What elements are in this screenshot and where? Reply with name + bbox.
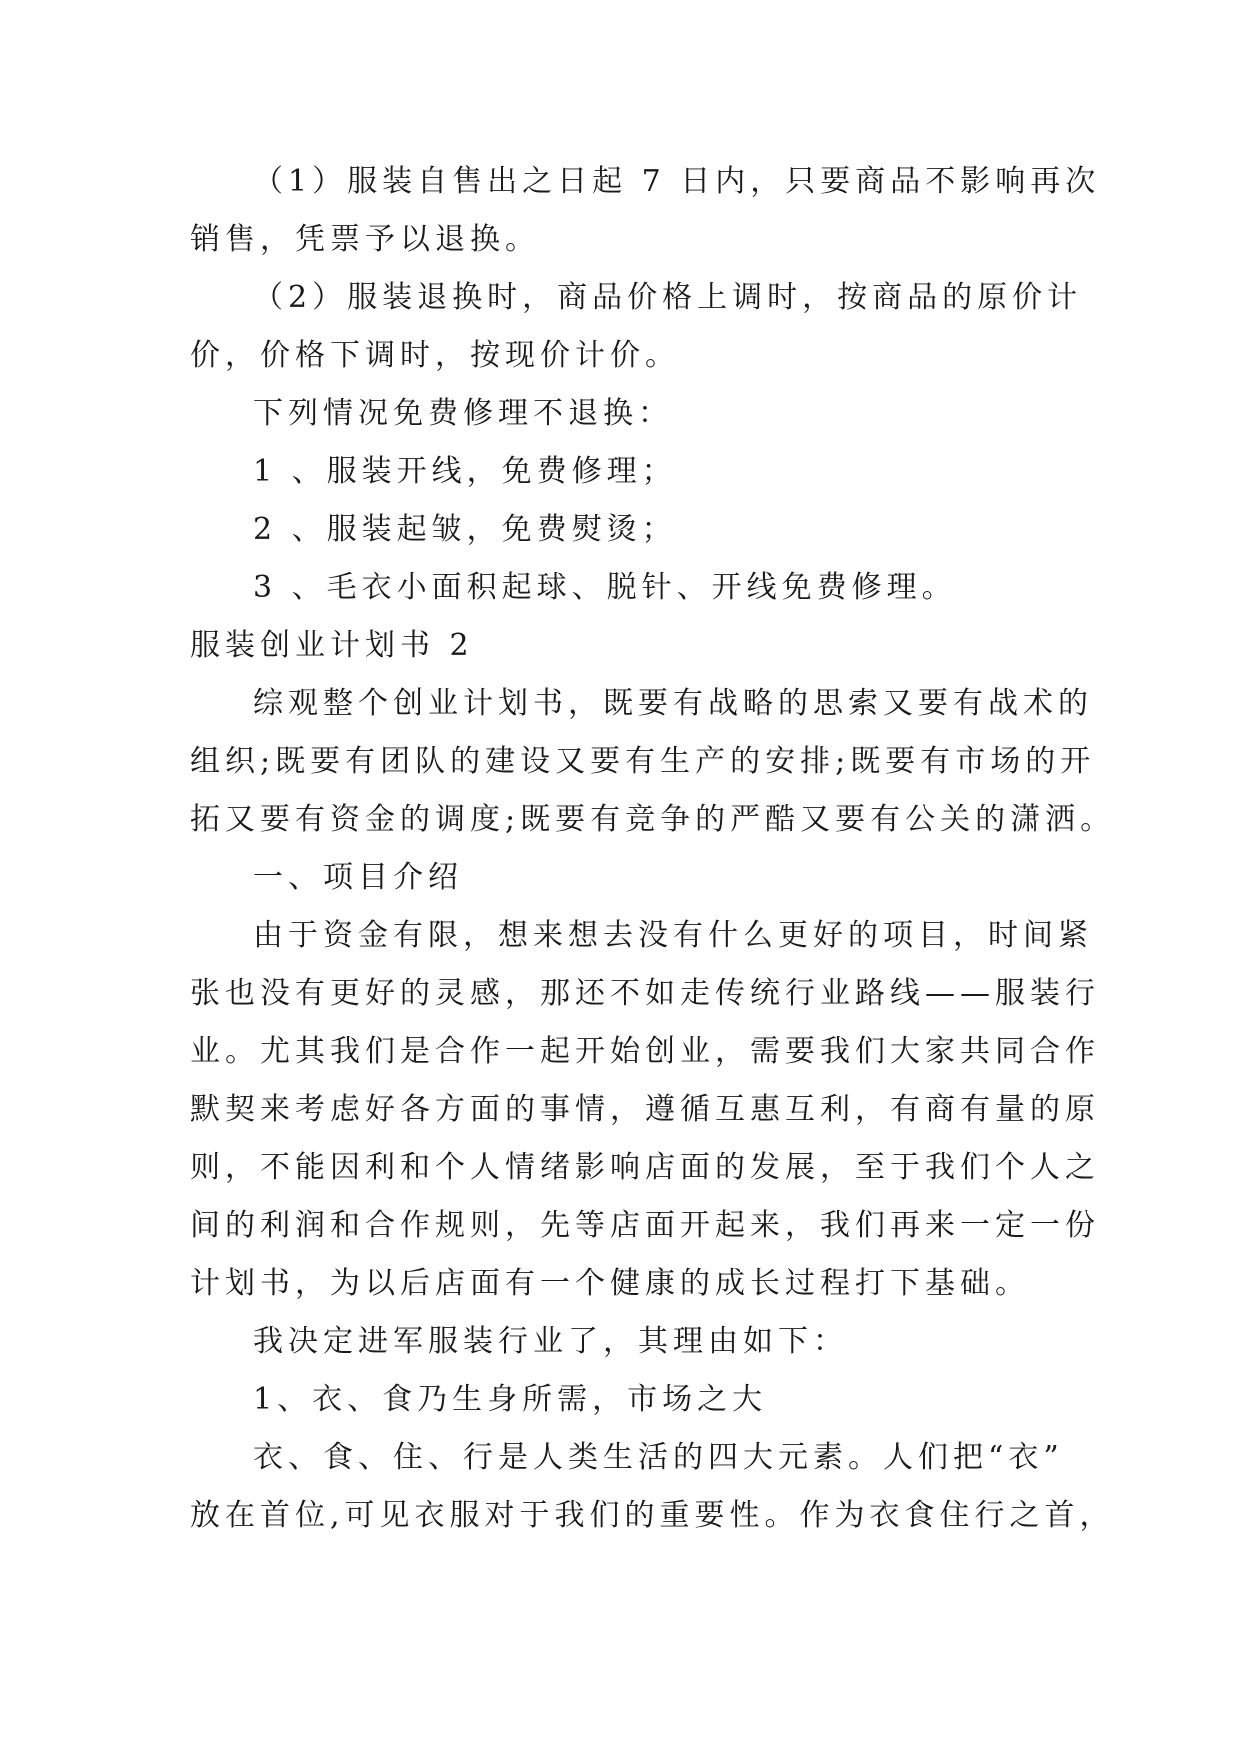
- document-body: [190, 153, 1116, 1545]
- paragraph-line: 衣、食、住、行是人类生活的四大元素。人们把“衣”: [253, 1440, 1064, 1475]
- paragraph-line: 默契来考虑好各方面的事情，遵循互惠互利，有商有量的原: [190, 1092, 1100, 1127]
- paragraph-line: 业。尤其我们是合作一起开始创业，需要我们大家共同合作: [190, 1034, 1100, 1069]
- paragraph-line: 则，不能因利和个人情绪影响店面的发展，至于我们个人之: [190, 1150, 1100, 1185]
- list-item: 1、衣、食乃生身所需，市场之大: [253, 1382, 768, 1417]
- list-item: 2 、服装起皱，免费熨烫；: [253, 512, 677, 547]
- paragraph-line: 由于资金有限，想来想去没有什么更好的项目，时间紧: [253, 918, 1093, 953]
- paragraph-line: （2）服装退换时，商品价格上调时，按商品的原价计: [253, 280, 1083, 315]
- paragraph-line: 下列情况免费修理不退换：: [253, 396, 673, 431]
- paragraph-line: 间的利润和合作规则，先等店面开起来，我们再来一定一份: [190, 1208, 1100, 1243]
- list-item: 1 、服装开线，免费修理；: [253, 454, 677, 489]
- paragraph-line: 拓又要有资金的调度;既要有竞争的严酷又要有公关的潇洒。: [190, 802, 1116, 837]
- paragraph-line: 综观整个创业计划书，既要有战略的思索又要有战术的: [253, 686, 1093, 721]
- paragraph-line: 张也没有更好的灵感，那还不如走传统行业路线——服装行: [190, 976, 1100, 1011]
- list-item: 3 、毛衣小面积起球、脱针、开线免费修理。: [253, 570, 957, 605]
- paragraph-line: 销售，凭票予以退换。: [190, 222, 540, 257]
- paragraph-line: 计划书，为以后店面有一个健康的成长过程打下基础。: [190, 1266, 1030, 1301]
- paragraph-line: 价，价格下调时，按现价计价。: [190, 338, 680, 373]
- paragraph-line: 我决定进军服装行业了，其理由如下：: [253, 1324, 848, 1359]
- subsection-heading: 一、项目介绍: [253, 860, 463, 895]
- paragraph-line: （1）服装自售出之日起 7 日内，只要商品不影响再次: [253, 164, 1101, 199]
- section-heading: 服装创业计划书 2: [190, 628, 474, 663]
- paragraph-line: 放在首位,可见衣服对于我们的重要性。作为衣食住行之首，: [190, 1498, 1115, 1533]
- paragraph-line: 组织;既要有团队的建设又要有生产的安排;既要有市场的开: [190, 744, 1096, 779]
